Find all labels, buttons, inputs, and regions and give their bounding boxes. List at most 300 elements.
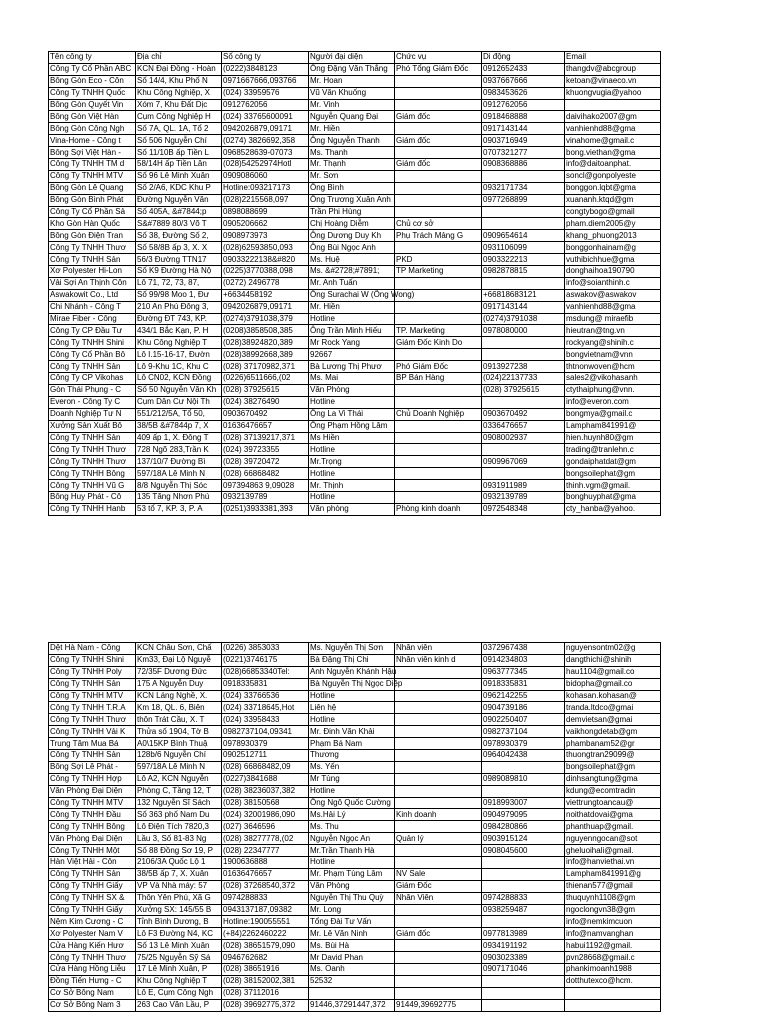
table-row [49, 242, 661, 254]
table-cell: 0918468888 [482, 111, 565, 123]
table-cell: Chi Nhánh - Công T [49, 301, 136, 313]
table-cell: 0982737104,09341 [222, 726, 309, 738]
table-cell: Bông Gòn Điện Tran [49, 230, 136, 242]
table-cell [395, 147, 482, 159]
table-cell: Bà Lương Thị Phươ [309, 361, 395, 373]
table-cell: (024) 33766536 [222, 690, 309, 702]
table-cell: Giám đốc [395, 135, 482, 147]
table-cell: Công Ty TNHH Thươ [49, 444, 136, 456]
table-cell: (028) 37925615 [222, 384, 309, 396]
table-cell: Mr David Phan [309, 952, 395, 964]
table-cell [395, 242, 482, 254]
table-cell: 0903670492 [482, 408, 565, 420]
table-cell: Công Ty TNHH Giấy [49, 880, 136, 892]
table-cell: gheluoihali@gmail. [565, 845, 661, 857]
table-row [49, 135, 661, 147]
table-cell: Công Ty TNHH Một [49, 845, 136, 857]
table-cell: Mr. Hiền [309, 123, 395, 135]
table-row [49, 384, 661, 396]
table-cell: (028)2215568,097 [222, 194, 309, 206]
table-cell: (0274)3791038,379 [222, 313, 309, 325]
table-cell [395, 738, 482, 750]
table-cell: Số K9 Đường Hà Nộ [136, 266, 222, 278]
table-cell: Mr. Anh Tuấn [309, 277, 395, 289]
table-cell: 0977268899 [482, 194, 565, 206]
table-cell: Ms. Huệ [309, 254, 395, 266]
table-cell: 0974288833 [222, 892, 309, 904]
table-row [49, 337, 661, 349]
table-cell: nguyenngocan@sot [565, 833, 661, 845]
table-cell: 0918993007 [482, 797, 565, 809]
table-cell: 0962142255 [482, 690, 565, 702]
table-cell [482, 975, 565, 987]
contact-table-bottom-body [49, 643, 661, 1012]
table-cell: 0932139789 [482, 491, 565, 503]
table-cell: bonghuyphat@gma [565, 491, 661, 503]
table-cell [395, 964, 482, 976]
table-cell: info@daitoanphat. [565, 159, 661, 171]
table-cell: 0984280866 [482, 821, 565, 833]
table-cell: (028) 38150568 [222, 797, 309, 809]
table-cell: dangthichi@shinih [565, 654, 661, 666]
table-row [49, 396, 661, 408]
table-cell: Mr. Hoan [309, 75, 395, 87]
table-cell: Kinh doanh [395, 809, 482, 821]
table-cell: Giám đốc [395, 111, 482, 123]
table-cell: Ms Hiền [309, 432, 395, 444]
table-cell: (028) 37925615 [482, 384, 565, 396]
table-cell: 0918335831 [482, 678, 565, 690]
table-cell: Anh Nguyễn Khánh Hậu [310, 667, 397, 677]
table-cell [395, 773, 482, 785]
table-cell: (024) 32001986,090 [222, 809, 309, 821]
table-row [49, 761, 661, 773]
table-row [49, 230, 661, 242]
table-cell: Lô CN02, KCN Đồng [136, 373, 222, 385]
table-cell: Bông Gòn Bình Phát [49, 194, 136, 206]
table-cell: Công Ty TNHH Thươ [49, 456, 136, 468]
table-cell: KCN Đại Đồng - Hoàn [136, 63, 222, 75]
table-cell [395, 952, 482, 964]
table-row [49, 182, 661, 194]
table-row [49, 218, 661, 230]
table-cell: 0917143144 [482, 301, 565, 313]
table-cell: info@namvanghan [565, 928, 661, 940]
table-cell [395, 301, 482, 313]
table-cell: (0226)6511666,(02 [222, 373, 309, 385]
table-row [49, 111, 661, 123]
table-row [49, 690, 661, 702]
table-cell: 551/212/5A, Tổ 50, [136, 408, 222, 420]
table-cell [395, 491, 482, 503]
table-cell: kdung@ecomtradin [565, 785, 661, 797]
table-cell: Số 11/10B ấp Tiền L [136, 147, 222, 159]
table-cell [395, 194, 482, 206]
table-cell: Số 14/4, Khu Phố N [136, 75, 222, 87]
table-cell [395, 750, 482, 762]
table-cell: 56/3 Đường TTN17 [136, 254, 222, 266]
table-cell: thienan577@gmail [565, 880, 661, 892]
table-cell: Công Ty TNHH SX & [49, 892, 136, 904]
table-row [49, 868, 661, 880]
table-cell: Trần Phi Hùng [309, 206, 395, 218]
table-cell: Công Ty TNHH Thươ [49, 952, 136, 964]
table-cell: viettrungtoancau@ [565, 797, 661, 809]
table-cell: gondaiphatdat@gm [565, 456, 661, 468]
table-cell: Đồng Tiến Hưng - C [49, 975, 136, 987]
table-cell: 0903670492 [222, 408, 309, 420]
table-cell: 0903322213 [482, 254, 565, 266]
table-cell: 0908368886 [482, 159, 565, 171]
table-cell: 0938259487 [482, 904, 565, 916]
table-cell: (024)22137733 [482, 373, 565, 385]
table-cell [395, 468, 482, 480]
table-cell: Xóm 7, Khu Đất Dịc [136, 99, 222, 111]
table-row [49, 361, 661, 373]
table-cell: ketoan@vinaeco.vn [565, 75, 661, 87]
table-cell: Mr. Vinh [309, 99, 395, 111]
table-cell: Mr Tùng [309, 773, 395, 785]
table-row [49, 797, 661, 809]
table-cell: 0908002937 [482, 432, 565, 444]
table-row [49, 194, 661, 206]
table-cell: 0974288833 [482, 892, 565, 904]
table-cell: Công Ty TNHH Thươ [49, 714, 136, 726]
table-cell: Ms. Yến [309, 761, 395, 773]
table-cell: vuthibichhue@gma [565, 254, 661, 266]
table-cell: noithatdovai@gma [565, 809, 661, 821]
table-cell: donghaihoa190790 [565, 266, 661, 278]
table-cell: 137/10/7 Đường Bì [136, 456, 222, 468]
table-cell: Bà Đặng Thị Chi [309, 654, 395, 666]
table-cell: (0222)3848123 [222, 63, 309, 75]
table-cell: (028) 66868482,09 [222, 761, 309, 773]
table-cell: Địa chỉ [136, 52, 222, 64]
table-cell: 0336476657 [482, 420, 565, 432]
table-cell [395, 761, 482, 773]
table-cell: Cụm Dân Cư Nội Th [136, 396, 222, 408]
table-cell [395, 904, 482, 916]
table-cell: Lampham841991@ [565, 420, 661, 432]
table-row [49, 266, 661, 278]
table-cell [395, 99, 482, 111]
table-cell [395, 182, 482, 194]
table-cell: Công Ty TNHH Poly [49, 666, 136, 678]
table-cell: VP Và Nhà máy: 57 [136, 880, 222, 892]
table-cell: PKD [395, 254, 482, 266]
table-cell [482, 880, 565, 892]
table-cell: 0989089810 [482, 773, 565, 785]
table-cell: Công Ty TNHH MTV [49, 797, 136, 809]
table-row [49, 964, 661, 976]
table-cell: Lầu 3, Số 81-83 Ng [136, 833, 222, 845]
table-row [49, 987, 661, 999]
table-cell: 0932139789 [222, 491, 309, 503]
table-cell: Cơ Sở Bông Nam 3 [49, 999, 136, 1011]
table-cell: 09033222138&#820 [222, 254, 309, 266]
table-cell: Chức vụ [395, 52, 482, 64]
table-cell [395, 123, 482, 135]
table-row [49, 87, 661, 99]
table-row [49, 678, 661, 690]
table-row [49, 928, 661, 940]
table-cell: (0251)3933381,393 [222, 503, 309, 515]
table-cell: Ms. Nguyễn Thị Sơn [309, 643, 395, 655]
table-cell: Ông Đặng Văn Thắng [309, 63, 395, 75]
table-cell: Hotline [309, 785, 395, 797]
table-cell: 0931911989 [482, 480, 565, 492]
table-cell [482, 444, 565, 456]
table-cell: habui1192@gmail. [565, 940, 661, 952]
table-cell: kohasan.kohasan@ [565, 690, 661, 702]
table-cell: Ông Surachai W (Ông Wong) [310, 290, 415, 300]
table-cell: Nhân viên [395, 643, 482, 655]
table-cell [395, 456, 482, 468]
table-cell [482, 206, 565, 218]
table-cell: trading@tranlehn.c [565, 444, 661, 456]
table-cell [395, 420, 482, 432]
table-cell: 0942026879,09171 [222, 301, 309, 313]
table-cell [482, 277, 565, 289]
table-cell: hien.huynh80@gm [565, 432, 661, 444]
table-cell: (028) 37170982,371 [222, 361, 309, 373]
table-cell: 0942026879,09171 [222, 123, 309, 135]
table-cell: Công Ty TNHH Vũ G [49, 480, 136, 492]
table-cell: Quản lý [395, 833, 482, 845]
table-cell: (0274)3791038 [482, 313, 565, 325]
table-cell: 0903023389 [482, 952, 565, 964]
table-cell: 53 tổ 7, KP. 3, P. A [136, 503, 222, 515]
table-row [49, 491, 661, 503]
table-cell: Số 58/8B ấp 3, X. X [136, 242, 222, 254]
table-cell: Nguyễn Ngọc An [309, 833, 395, 845]
table-cell: 0978080000 [482, 325, 565, 337]
table-cell [482, 218, 565, 230]
table-cell: BP Bán Hàng [395, 373, 482, 385]
table-cell: khang_phuong2013 [565, 230, 661, 242]
table-cell [395, 396, 482, 408]
table-cell: Xưởng Sản Xuất Bô [49, 420, 136, 432]
table-cell: 128b/6 Nguyễn Chí [136, 750, 222, 762]
table-cell: 0977813989 [482, 928, 565, 940]
table-row [49, 904, 661, 916]
table-cell: Hotline [309, 313, 395, 325]
table-cell: thinh.vgm@gmail. [565, 480, 661, 492]
table-cell: info@nemkimcuon [565, 916, 661, 928]
table-cell: Mr. Long [309, 904, 395, 916]
table-cell: Email [565, 52, 661, 64]
table-cell: 01636476657 [222, 420, 309, 432]
table-cell: 0912762056 [222, 99, 309, 111]
table-row [49, 313, 661, 325]
table-cell: 0903716949 [482, 135, 565, 147]
table-cell [482, 785, 565, 797]
table-cell: msdung@ miraefib [565, 313, 661, 325]
table-row [49, 147, 661, 159]
table-cell [482, 170, 565, 182]
table-cell: Mr. Thịnh [309, 480, 395, 492]
table-cell: 0982878815 [482, 266, 565, 278]
table-cell: Xơ Polyester Nam V [49, 928, 136, 940]
table-cell: Cửa Hàng Hồng Liễu [49, 964, 136, 976]
table-cell: Gòn Thái Phụng - C [49, 384, 136, 396]
table-cell: 92667 [309, 349, 395, 361]
table-cell: Công Ty TNHH Shini [49, 337, 136, 349]
table-cell: Mr. Sơn [309, 170, 395, 182]
table-row [49, 325, 661, 337]
table-cell [395, 785, 482, 797]
table-cell: Giám đốc [395, 928, 482, 940]
table-cell: aswakov@aswakov [565, 289, 661, 301]
table-cell: 0978930379 [222, 738, 309, 750]
table-cell: 52532 [309, 975, 395, 987]
table-cell: 0964042438 [482, 750, 565, 762]
table-cell: thuquynh1108@gm [565, 892, 661, 904]
table-cell: Liên hệ [309, 702, 395, 714]
table-cell: 0914234803 [482, 654, 565, 666]
table-cell: Ông Ngô Quốc Cường [309, 797, 395, 809]
table-cell: 0982737104 [482, 726, 565, 738]
table-cell: Công Ty TNHH T.R.A [49, 702, 136, 714]
table-cell [395, 432, 482, 444]
table-cell [395, 384, 482, 396]
table-cell: 0707321277 [482, 147, 565, 159]
table-cell: 0913927238 [482, 361, 565, 373]
table-cell: 0904979095 [482, 809, 565, 821]
table-cell: thuongtran29099@ [565, 750, 661, 762]
table-cell: 0898088699 [222, 206, 309, 218]
table-cell [395, 975, 482, 987]
table-row [49, 999, 661, 1011]
table-cell: Mr Rock Yang [309, 337, 395, 349]
table-cell: Ông La Vi Thái [309, 408, 395, 420]
table-cell: Doanh Nghiệp Tư N [49, 408, 136, 420]
table-cell [482, 761, 565, 773]
table-cell: Hotline [309, 444, 395, 456]
table-cell: Hàn Việt Hải - Côn [49, 857, 136, 869]
table-cell: +66818683121 [482, 289, 565, 301]
table-row [49, 857, 661, 869]
table-cell: (028)54252974Hotl [222, 159, 309, 171]
table-cell [395, 313, 482, 325]
table-cell: Số 7A, QL. 1A, Tổ 2 [136, 123, 222, 135]
table-cell: Hotline [309, 714, 395, 726]
table-cell: Ông Nguyễn Thanh [309, 135, 395, 147]
table-cell: Cửa Hàng Kiến Hươ [49, 940, 136, 952]
table-cell: Lô Điện Tích 7820,3 [136, 821, 222, 833]
table-row [49, 301, 661, 313]
table-row [49, 833, 661, 845]
table-cell: thangdv@abcgroup [565, 63, 661, 75]
table-cell: Mr. Đinh Văn Khải [309, 726, 395, 738]
table-cell: Aswakowit Co., Ltd [49, 289, 136, 301]
table-cell: (024) 38276490 [222, 396, 309, 408]
table-cell: Vải Sợi An Thịnh Côn [49, 277, 136, 289]
table-cell: TP. Marketing [395, 325, 482, 337]
table-row [49, 702, 661, 714]
table-cell: Phó Tổng Giám Đốc [395, 63, 482, 75]
table-cell: 0932171734 [482, 182, 565, 194]
table-cell: (028)66853340Tel: [222, 666, 309, 678]
table-cell: Dệt Hà Nam - Công [49, 643, 136, 655]
table-row [49, 206, 661, 218]
table-row [49, 666, 661, 678]
table-cell: Nhân Viên [395, 892, 482, 904]
table-cell: 0909654614 [482, 230, 565, 242]
table-cell: (028) 38651916 [222, 964, 309, 976]
table-cell: Công Ty Cổ Phần Sả [49, 206, 136, 218]
table-cell: Số 99/98 Moo 1, Đư [136, 289, 222, 301]
table-cell: rockyang@shinih.c [565, 337, 661, 349]
table-cell: Chị Hoàng Diễm [309, 218, 395, 230]
table-cell [395, 480, 482, 492]
table-cell: Xơ Polyester Hi-Lon [49, 266, 136, 278]
table-cell [395, 666, 482, 678]
table-cell: Bà Nguyễn Thị Ngọc Diệp [310, 679, 403, 689]
table-cell: Lô 9-Khu 1C, Khu C [136, 361, 222, 373]
table-cell: hau1104@gmail.co [565, 666, 661, 678]
table-cell: Mr. Phạm Tùng Lâm [309, 868, 395, 880]
table-cell: Mr.Trần Thanh Hà [309, 845, 395, 857]
table-cell: Lô 71, 72, 73, 87, [136, 277, 222, 289]
table-cell: (028) 39692775,372 [222, 999, 309, 1011]
table-cell: 210 An Phú Đông 3, [136, 301, 222, 313]
table-cell: 0908045600 [482, 845, 565, 857]
table-cell: 0912762056 [482, 99, 565, 111]
table-cell: phambanam52@gr [565, 738, 661, 750]
table-cell: Phòng kinh doanh [395, 503, 482, 515]
table-cell: 0908973973 [222, 230, 309, 242]
table-cell: khuongvugia@yahoo [565, 87, 661, 99]
table-cell: 91449,39692775 [395, 999, 482, 1011]
table-cell: Công Ty Cổ Phần Bô [49, 349, 136, 361]
table-cell: Ms. Thu [309, 821, 395, 833]
table-cell: Đường Nguyễn Văn [136, 194, 222, 206]
table-cell: Ông Dương Duy Kh [309, 230, 395, 242]
table-cell [482, 468, 565, 480]
table-cell: Phụ Trách Mảng G [395, 230, 482, 242]
table-cell: NV Sale [395, 868, 482, 880]
table-cell: 0931106099 [482, 242, 565, 254]
table-cell: Tên công ty [49, 52, 136, 64]
table-cell: Hotline [309, 396, 395, 408]
table-cell: 597/18A Lê Minh N [136, 761, 222, 773]
table-cell: xuananh.ktqd@gm [565, 194, 661, 206]
table-cell: pvn28668@gmail.c [565, 952, 661, 964]
table-cell: Khu Công Nghiệp, X [136, 87, 222, 99]
table-cell: TP Marketing [395, 266, 482, 278]
table-cell: pham.diem2005@y [565, 218, 661, 230]
table-cell: 175 A Nguyễn Duy [136, 678, 222, 690]
table-cell [395, 714, 482, 726]
table-cell: Công Ty TNHH Đầu [49, 809, 136, 821]
table-cell: (028) 22347777 [222, 845, 309, 857]
table-row [49, 159, 661, 171]
table-cell: Nệm Kim Cương - C [49, 916, 136, 928]
table-cell: Hotline [309, 857, 395, 869]
table-cell: (028) 38152002,381 [222, 975, 309, 987]
table-row [49, 420, 661, 432]
table-cell: 0902512711 [222, 750, 309, 762]
table-cell: vaikhongdetab@gm [565, 726, 661, 738]
table-cell: Công Ty TNHH Bông [49, 468, 136, 480]
table-cell: Lô A2, KCN Nguyễn [136, 773, 222, 785]
table-cell: (028) 37112016 [222, 987, 309, 999]
table-cell: Mr. Hiền [309, 301, 395, 313]
table-cell: Km 18, QL. 6, Biên [136, 702, 222, 714]
table-row [49, 170, 661, 182]
table-cell: (0221)3746175 [222, 654, 309, 666]
